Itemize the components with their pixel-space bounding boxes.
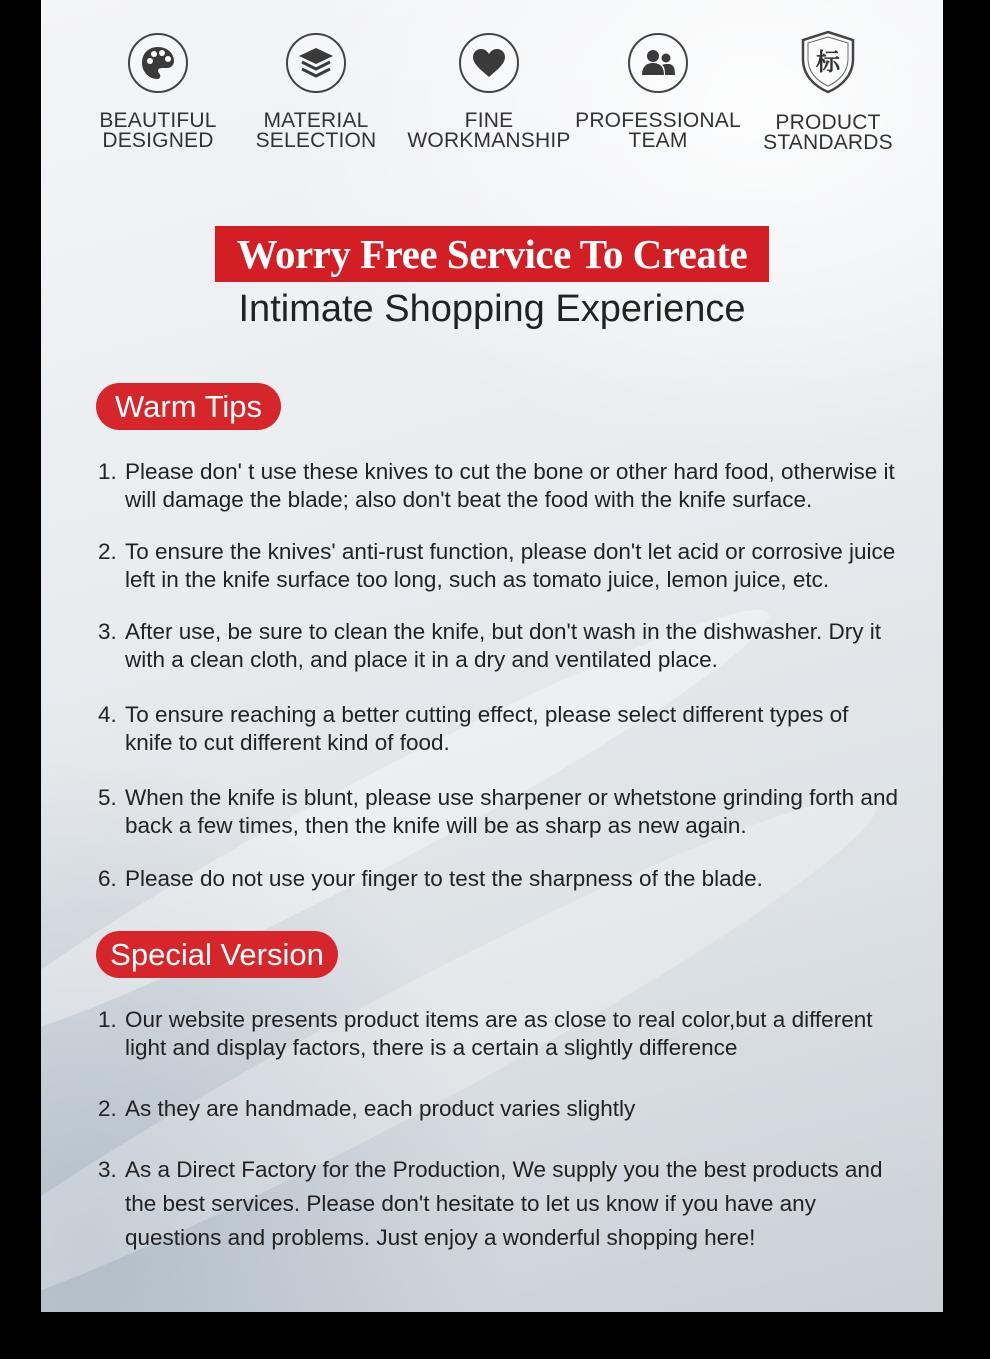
list-item: 3. As a Direct Factory for the Production, We supply you the best products and the best services. Please don't hesitate to let us know if you have any questions and problems. Just enjoy a wonderful shopping here! <box>98 1157 883 1250</box>
list-item: 3. After use, be sure to clean the knife, but don't wash in the dishwasher. Dry it with a clean cloth, and place it in a dry and ventilated place. <box>98 619 881 672</box>
content-panel <box>41 0 943 1312</box>
subheadline: Intimate Shopping Experience <box>238 288 746 330</box>
feature-professional-team <box>573 33 743 151</box>
feature-label: BEAUTIFUL DESIGNED <box>99 109 217 152</box>
feature-fine-workmanship <box>404 33 574 151</box>
feature-material-selection <box>231 33 401 151</box>
list-item: 2. To ensure the knives' anti-rust function, please don't let acid or corrosive juice left in the knife surface too long, such as tomato juice, lemon juice, etc. <box>98 539 896 592</box>
list-item: 1. Our website presents product items are as close to real color,but a different light and display factors, there is a certain a slightly difference <box>98 1007 873 1060</box>
feature-beautiful-designed <box>73 33 243 151</box>
feature-label: MATERIAL SELECTION <box>255 109 377 152</box>
list-item: 4. To ensure reaching a better cutting effect, please select different types of knife to cut different kind of food. <box>98 702 849 755</box>
shield-glyph: 标 <box>816 48 840 76</box>
shield-icon <box>796 29 860 95</box>
palette-icon <box>128 33 188 93</box>
feature-icons-row <box>41 33 943 163</box>
team-icon <box>628 33 688 93</box>
feature-product-standards <box>743 33 913 153</box>
heart-icon <box>459 33 519 93</box>
list-item: 6. Please do not use your finger to test the sharpness of the blade. <box>98 866 763 891</box>
feature-label: FINE WORKMANSHIP <box>407 109 571 152</box>
feature-label: PRODUCT STANDARDS <box>763 111 893 154</box>
feature-label: PROFESSIONAL TEAM <box>575 109 741 152</box>
headline: Worry Free Service To Create <box>236 231 748 277</box>
list-item: 2. As they are handmade, each product varies slightly <box>98 1096 636 1121</box>
warm-tips-title: Warm Tips <box>96 383 281 430</box>
special-version-title: Special Version <box>96 931 338 978</box>
list-item: 5. When the knife is blunt, please use sharpener or whetstone grinding forth and back a few times, then the knife will be as sharp as new again. <box>98 785 898 838</box>
layers-icon <box>286 33 346 93</box>
list-item: 1. Please don' t use these knives to cut the bone or other hard food, otherwise it will damage the blade; also don't beat the food with the knife surface. <box>98 459 895 512</box>
